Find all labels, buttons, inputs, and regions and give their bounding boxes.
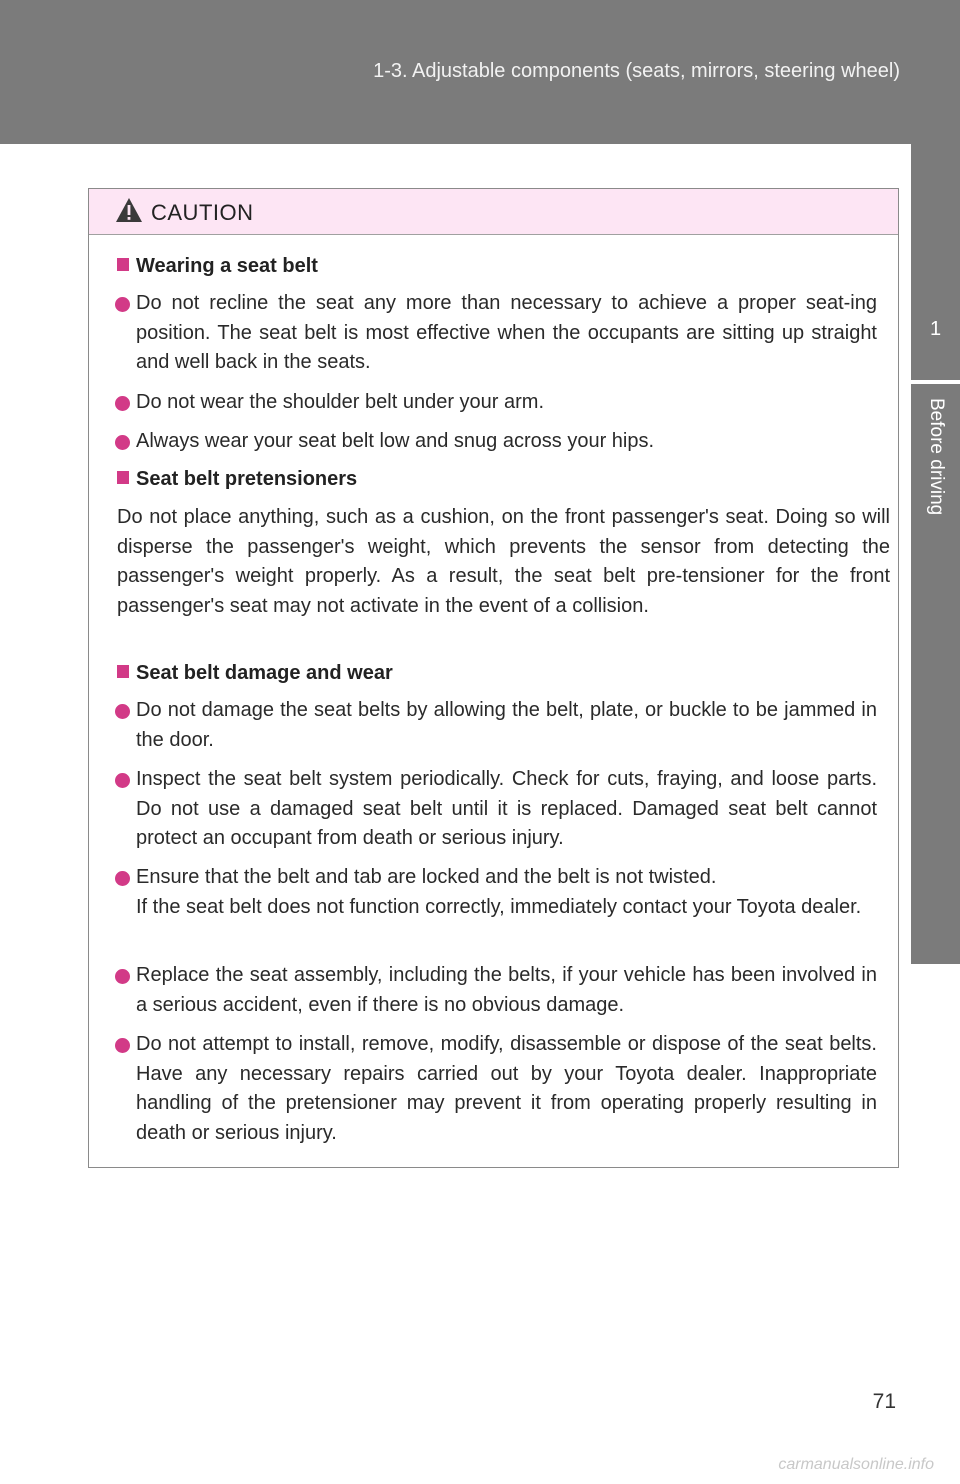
section-header-title: 1-3. Adjustable components (seats, mirrors, steering wheel) bbox=[373, 60, 900, 82]
caution-box bbox=[88, 188, 899, 1168]
circle-bullet-icon bbox=[115, 871, 130, 886]
circle-bullet-icon bbox=[115, 396, 130, 411]
list-item: Inspect the seat belt system periodically. Check for cuts, fraying, and loose parts. Do not use a damaged seat belt until it is replaced. Damaged seat belt cannot protect an occupant from death or serious injury. bbox=[115, 765, 877, 854]
circle-bullet-icon bbox=[115, 704, 130, 719]
square-bullet-icon bbox=[117, 471, 129, 484]
list-item: Do not recline the seat any more than necessary to achieve a proper seat-ing position. The seat belt is most effective when the occupants are sitting up straight and well back in the seats. bbox=[115, 289, 877, 378]
list-item: Replace the seat assembly, including the belts, if your vehicle has been involved in a serious accident, even if there is no obvious damage. bbox=[115, 961, 877, 1020]
list-item: Always wear your seat belt low and snug across your hips. bbox=[115, 427, 877, 457]
side-tab-chapter bbox=[911, 318, 960, 964]
section-heading: Seat belt pretensioners bbox=[117, 468, 357, 491]
list-item: Do not wear the shoulder belt under your arm. bbox=[115, 388, 877, 418]
list-item: Do not damage the seat belts by allowing the belt, plate, or buckle to be jammed in the door. bbox=[115, 696, 877, 755]
watermark: carmanualsonline.info bbox=[778, 1456, 934, 1473]
circle-bullet-icon bbox=[115, 773, 130, 788]
circle-bullet-icon bbox=[115, 435, 130, 450]
page-header bbox=[0, 0, 960, 144]
chapter-number: 1 bbox=[929, 318, 942, 340]
circle-bullet-icon bbox=[115, 969, 130, 984]
side-tab-top bbox=[911, 144, 960, 380]
circle-bullet-icon bbox=[115, 1038, 130, 1053]
list-item: Do not attempt to install, remove, modify, disassemble or dispose of the seat belts. Have any necessary repairs carried out by your Toyota dealer. Inappropriate handling of the pretensioner may prevent it from operating properly resulting in death or serious injury. bbox=[115, 1030, 877, 1148]
chapter-label: Before driving bbox=[926, 398, 947, 516]
square-bullet-icon bbox=[117, 665, 129, 678]
list-item: Ensure that the belt and tab are locked and the belt is not twisted. If the seat belt does not function correctly, immediately contact your Toyota dealer. bbox=[115, 863, 877, 922]
paragraph: Do not place anything, such as a cushion, on the front passenger's seat. Doing so will disperse the passenger's weight, which prevents the sensor from detecting the passenger's weight properly. As a result, the seat belt pre-tensioner for the front passenger's seat may not activate in the event of a collision. bbox=[117, 506, 890, 617]
circle-bullet-icon bbox=[115, 297, 130, 312]
section-heading: Seat belt damage and wear bbox=[117, 662, 393, 685]
page-number: 71 bbox=[872, 1390, 896, 1413]
section-heading: Wearing a seat belt bbox=[117, 255, 318, 278]
caution-header bbox=[89, 189, 898, 235]
warning-triangle-icon bbox=[115, 197, 143, 223]
square-bullet-icon bbox=[117, 258, 129, 271]
caution-title: CAUTION bbox=[151, 200, 254, 225]
